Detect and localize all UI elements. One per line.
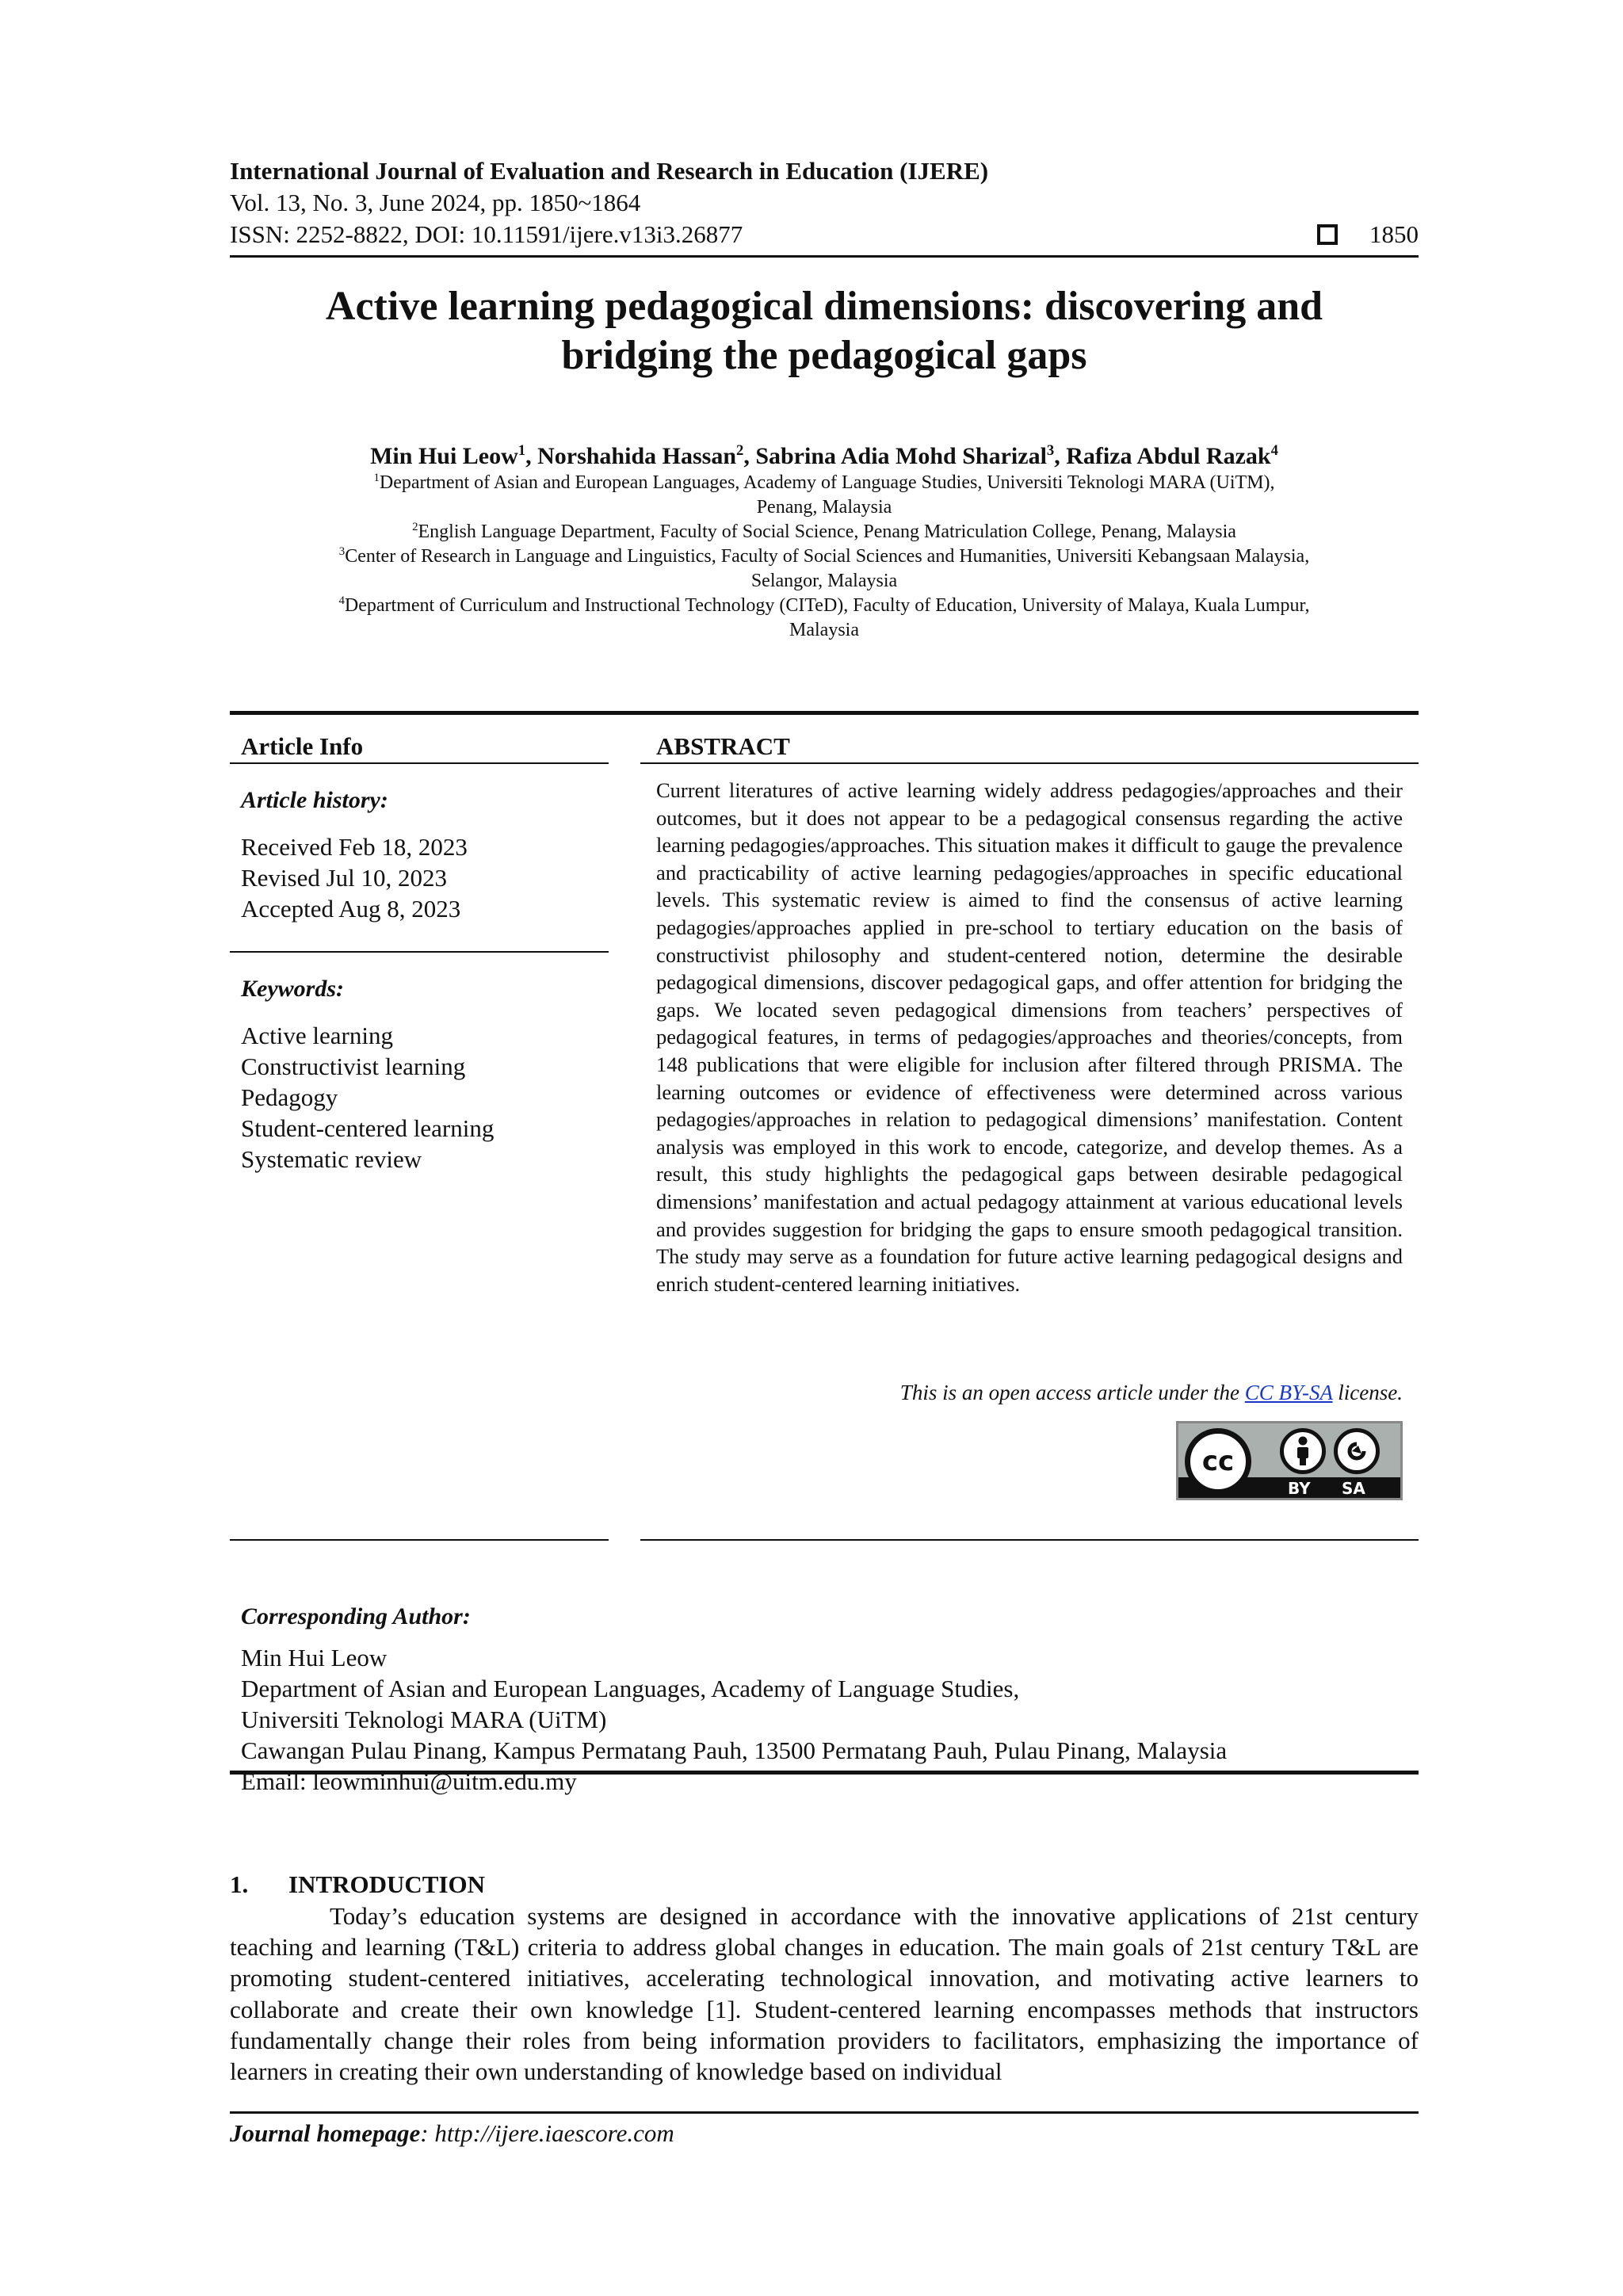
affiliation-4 [230,594,1419,618]
header-rule [230,255,1419,258]
square-bullet-icon [1317,224,1338,245]
corresponding-name: Min Hui Leow [241,1644,388,1671]
abstract-heading: ABSTRACT [656,732,790,760]
corresponding-dept: Department of Asian and European Languages, Academy of Language Studies, [241,1675,1020,1702]
article-history-heading: Article history: [241,787,388,813]
affil-sup: 4 [338,594,345,607]
title-line-2: bridging the pedagogical gaps [561,333,1087,378]
author-name: Sabrina Adia Mohd Sharizal [755,443,1047,469]
keyword-item: Pedagogy [241,1083,338,1111]
homepage-label: Journal homepage [230,2119,421,2147]
cc-icon: cc [1185,1428,1251,1495]
section-number: 1. [230,1870,249,1898]
corresponding-author [241,1601,1414,1797]
page-number: 1850 [1369,220,1419,248]
attribution-person-icon [1280,1428,1326,1474]
affiliation-2 [230,520,1419,544]
affil-text: English Language Department, Faculty of Social Science, Penang Matriculation College, Penang, Malaysia [418,521,1236,542]
affil-sup: 2 [412,521,418,533]
cc-by-sa-link[interactable]: CC BY-SA [1244,1381,1333,1404]
volume-info: Vol. 13, No. 3, June 2024, pp. 1850~1864 [230,189,641,216]
author-sep: , [743,443,756,469]
keyword-item: Student-centered learning [241,1114,495,1142]
article-history [241,831,468,924]
person-icon [1289,1435,1316,1467]
issn-row [230,219,1419,250]
license-suffix: license. [1332,1381,1403,1404]
title-line-1: Active learning pedagogical dimensions: discovering and [325,284,1323,329]
affiliation-4-cont: Malaysia [789,620,859,640]
affiliation-1 [230,471,1419,495]
journal-header [230,155,1419,250]
corresponding-address: Cawangan Pulau Pinang, Kampus Permatang Pauh, 13500 Permatang Pauh, Pulau Pinang, Malaysia [241,1736,1228,1764]
share-alike-icon [1334,1428,1380,1474]
history-keywords-divider [230,951,609,953]
corresponding-email: Email: leowminhui@uitm.edu.my [241,1767,577,1795]
affil-text: Department of Asian and European Languages, Academy of Language Studies, Universiti Teknologi MARA (UiTM), [379,472,1275,493]
author-affil-sup: 1 [517,442,526,459]
badge-by-label: BY [1288,1479,1311,1498]
footer-rule [230,2111,1419,2114]
corresponding-univ: Universiti Teknologi MARA (UiTM) [241,1706,607,1733]
author-name: Rafiza Abdul Razak [1066,443,1271,469]
affiliation-3 [230,544,1419,569]
cc-by-sa-badge[interactable] [1176,1421,1403,1500]
introduction-text: Today’s education systems are designed in accordance with the innovative applications of 21st century teaching and learning (T&L) criteria to address global changes in education. The main goals of 21st century T&L are promoting student-centered initiatives, accelerating technological innovation, and motivating active learners to collaborate and create their own knowledge [1]. Student-centered learning encompasses methods that instructors fundamentally change their roles from being information providers to facilitators, emphasizing the importance of learners in creating their own understanding of knowledge based on individual [230,1902,1419,2086]
author-name: Min Hui Leow [370,443,518,469]
keyword-list [241,1020,494,1175]
open-access-note [656,1379,1403,1406]
section-heading-introduction [230,1869,485,1901]
affil-sup: 1 [373,472,380,484]
affil-text: Department of Curriculum and Instructional Technology (CITeD), Faculty of Education, University of Malaya, Kuala Lumpur, [344,595,1310,616]
keyword-item: Active learning [241,1022,393,1049]
badge-sa-label: SA [1342,1479,1365,1498]
author-affil-sup: 3 [1046,442,1055,459]
affiliation-3-cont: Selangor, Malaysia [750,571,898,591]
author-sep: , [1054,443,1067,469]
affiliation-1-cont: Penang, Malaysia [756,497,892,518]
license-prefix: This is an open access article under the [899,1381,1245,1404]
affiliations [230,471,1419,643]
abstract-text: Current literatures of active learning widely address pedagogies/approaches and their outcomes, but it does not appear to be a pedagogical consensus regarding the active learning pedagogies/approaches. This situation makes it difficult to gauge the prevalence and practicability of active learning pedagogies/approaches in specific educational levels. This systematic review is aimed to find the consensus of active learning pedagogies/approaches applied in pre-school to tertiary education on the basis of constructivist philosophy and student-centered notion, determine the desirable pedagogical dimensions, discover pedagogical gaps, and offer attention for bridging the gaps. We located seven pedagogical dimensions from teachers’ perspectives of pedagogical features, in terms of pedagogies/approaches and theories/concepts, from 148 publications that were eligible for inclusion after filtered through PRISMA. The learning outcomes or evidence of effectiveness were determined across various pedagogies/approaches in relation to pedagogical dimensions’ manifestation. Content analysis was employed in this work to encode, categorize, and develop themes. As a result, this study highlights the pedagogical gaps between desirable pedagogical dimensions’ manifestation and actual pedagogy attainment at various educational levels and provides suggestion for bridging the gaps to ensure smooth pedagogical transition. The study may serve as a foundation for future active learning pedagogical designs and enrich student-centered learning initiatives. [656,778,1403,1296]
article-title [230,282,1419,380]
article-info-heading: Article Info [241,732,364,760]
keywords-heading: Keywords: [241,976,344,1002]
revised-date: Revised Jul 10, 2023 [241,864,448,892]
page-number-group [1317,220,1419,249]
author-affil-sup: 4 [1270,442,1278,459]
journal-name: International Journal of Evaluation and Research in Education (IJERE) [230,157,989,185]
info-bottom-rule [230,1539,609,1541]
share-alike-arrow-icon [1342,1436,1372,1466]
affil-text: Center of Research in Language and Linguistics, Faculty of Social Sciences and Humanities, Universiti Kebangsaan Malaysia, [345,546,1310,567]
abstract-underline [640,762,1419,764]
corresponding-heading: Corresponding Author: [241,1603,471,1629]
accepted-date: Accepted Aug 8, 2023 [241,895,461,923]
author-name: Norshahida Hassan [537,443,737,469]
issn-doi: ISSN: 2252-8822, DOI: 10.11591/ijere.v13i3.26877 [230,220,743,248]
author-list [230,441,1419,472]
article-info-underline [230,762,609,764]
author-sep: , [525,443,538,469]
affil-sup: 3 [338,545,346,558]
section-title: INTRODUCTION [288,1870,486,1898]
journal-homepage [230,2118,674,2149]
author-affil-sup: 2 [736,442,744,459]
box-top-rule [230,711,1419,715]
keyword-item: Systematic review [241,1145,422,1173]
homepage-url[interactable]: : http://ijere.iaescore.com [420,2119,674,2147]
abstract-bottom-rule [640,1539,1419,1541]
received-date: Received Feb 18, 2023 [241,833,468,861]
keyword-item: Constructivist learning [241,1052,466,1080]
